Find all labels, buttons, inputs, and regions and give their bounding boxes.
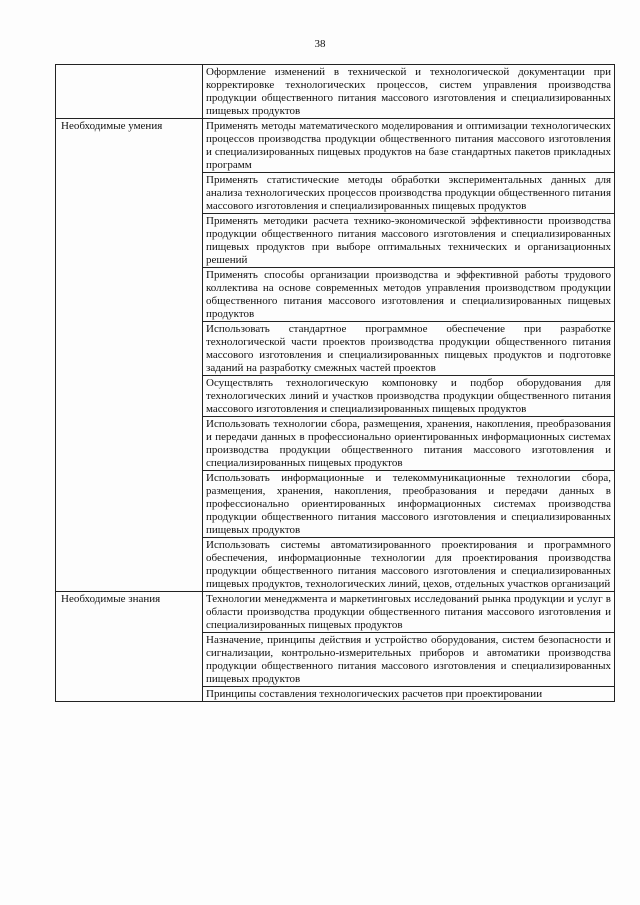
row-label-knowledge: Необходимые знания bbox=[56, 592, 203, 702]
table-cell: Использовать стандартное программное обеспечение при разработке технологической части проектов производства продукции общественного питания массового изготовления и специализированных пищевых продуктов и подготовке заданий на разработку смежных частей проектов bbox=[203, 322, 615, 376]
table-cell: Применять статистические методы обработки экспериментальных данных для анализа технологических процессов производства продукции общественного питания массового изготовления и специализированных пищевых продуктов bbox=[203, 173, 615, 214]
table-cell: Назначение, принципы действия и устройство оборудования, систем безопасности и сигнализации, контрольно-измерительных приборов и автоматики производства продукции общественного питания массового изготовления и специализированных пищевых продуктов bbox=[203, 633, 615, 687]
table-cell: Принципы составления технологических расчетов при проектировании bbox=[203, 687, 615, 702]
table-cell: Применять методы математического моделирования и оптимизации технологических процессов производства продукции общественного питания массового изготовления и специализированных пищевых продуктов на базе стандартных пакетов прикладных программ bbox=[203, 119, 615, 173]
table-cell: Применять способы организации производства и эффективной работы трудового коллектива на основе современных методов управления производством продукции общественного питания массового изготовления и специализированных пищевых продуктов bbox=[203, 268, 615, 322]
table-cell: Использовать системы автоматизированного проектирования и программного обеспечения, информационные технологии для проектирования производства продукции общественного питания массового изготовления и специализированных пищевых продуктов, технологических линий, цехов, отдельных участков организаций bbox=[203, 538, 615, 592]
table-cell: Оформление изменений в технической и технологической документации при корректировке технологических процессов, систем управления производства продукции общественного питания массового изготовления и специализированных пищевых продуктов bbox=[203, 65, 615, 119]
table-cell: Использовать информационные и телекоммуникационные технологии сбора, размещения, хранения, накопления, преобразования и передачи данных в профессионально ориентированных информационных системах производства продукции общественного питания массового изготовления и специализированных пищевых продуктов bbox=[203, 471, 615, 538]
requirements-table bbox=[55, 64, 615, 702]
table-row bbox=[56, 119, 615, 173]
table-cell: Осуществлять технологическую компоновку и подбор оборудования для технологических линий и участков производства продукции общественного питания массового изготовления и специализированных пищевых продуктов bbox=[203, 376, 615, 417]
row-label-skills: Необходимые умения bbox=[56, 119, 203, 592]
table-row bbox=[56, 65, 615, 119]
row-label bbox=[56, 65, 203, 119]
table-cell: Применять методики расчета технико-экономической эффективности производства продукции общественного питания массового изготовления и специализированных пищевых продуктов при выборе оптимальных технических и организационных решений bbox=[203, 214, 615, 268]
table-row bbox=[56, 592, 615, 633]
table-cell: Технологии менеджмента и маркетинговых исследований рынка продукции и услуг в области производства продукции общественного питания массового изготовления и специализированных пищевых продуктов bbox=[203, 592, 615, 633]
table-cell: Использовать технологии сбора, размещения, хранения, накопления, преобразования и передачи данных в профессионально ориентированных информационных системах производства продукции общественного питания массового изготовления и специализированных пищевых продуктов bbox=[203, 417, 615, 471]
page-number: 38 bbox=[314, 38, 326, 50]
